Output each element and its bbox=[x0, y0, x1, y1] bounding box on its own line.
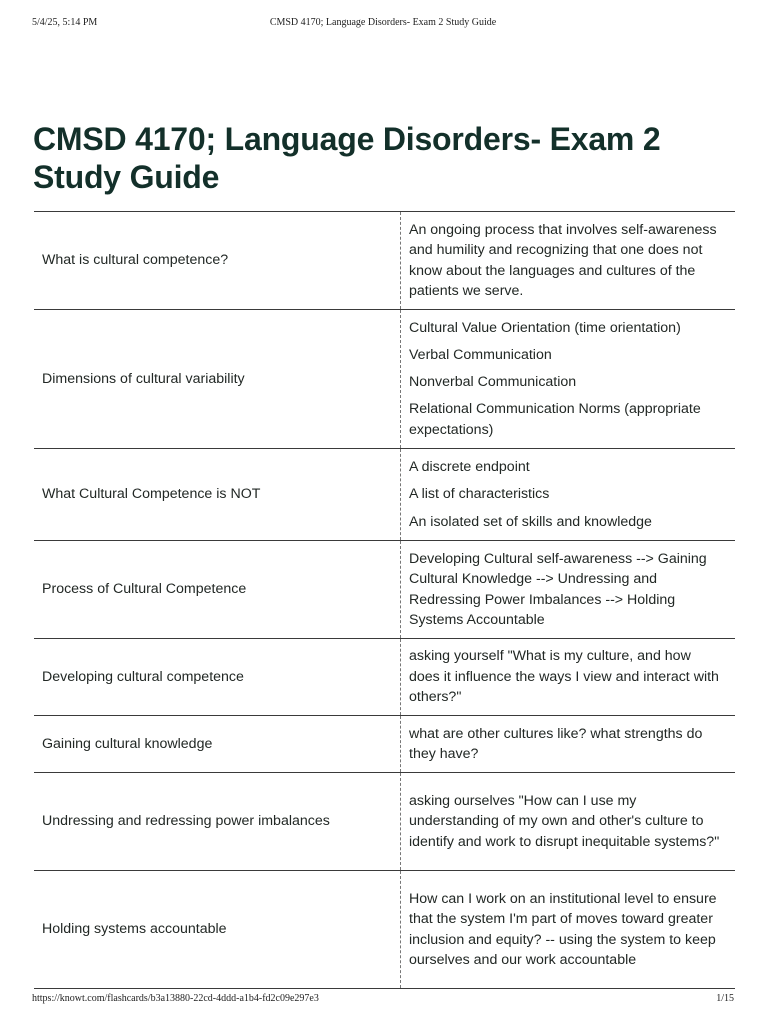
definition-text: An isolated set of skills and knowledge bbox=[409, 513, 652, 530]
flashcard-term: Gaining cultural knowledge bbox=[34, 716, 401, 773]
document-title: CMSD 4170; Language Disorders- Exam 2 Study Guide bbox=[33, 121, 661, 195]
flashcard-row bbox=[34, 449, 735, 541]
page-number: 1/15 bbox=[716, 993, 734, 1004]
definition-text: Developing Cultural self-awareness --> Gaining Cultural Knowledge --> Undressing and Redressing Power Imbalances --> Holding Systems Accountable bbox=[409, 550, 707, 628]
definition-text: How can I work on an institutional level to ensure that the system I'm part of moves toward greater inclusion and equity? -- using the system to keep ourselves and our work accountable bbox=[409, 890, 717, 968]
flashcard-row bbox=[34, 716, 735, 773]
flashcard-term: Process of Cultural Competence bbox=[34, 541, 401, 639]
flashcard-term: Dimensions of cultural variability bbox=[34, 310, 401, 449]
flashcard-term: What is cultural competence? bbox=[34, 212, 401, 310]
print-url: https://knowt.com/flashcards/b3a13880-22cd-4ddd-a1b4-fd2c09e297e3 bbox=[32, 993, 319, 1004]
flashcard-definition bbox=[401, 716, 736, 773]
flashcard-row bbox=[34, 773, 735, 871]
flashcard-row bbox=[34, 541, 735, 639]
definition-text: Cultural Value Orientation (time orientation) bbox=[409, 319, 681, 336]
definition-text: asking yourself "What is my culture, and how does it influence the ways I view and interact with others?" bbox=[409, 648, 719, 706]
flashcard-definition bbox=[401, 212, 736, 310]
flashcard-row bbox=[34, 310, 735, 449]
print-footer bbox=[32, 993, 734, 1007]
print-header bbox=[32, 17, 734, 31]
flashcard-row bbox=[34, 212, 735, 310]
flashcard-definition bbox=[401, 773, 736, 871]
flashcard-term: What Cultural Competence is NOT bbox=[34, 449, 401, 541]
flashcard-term: Undressing and redressing power imbalances bbox=[34, 773, 401, 871]
flashcard-definition bbox=[401, 541, 736, 639]
definition-text: Nonverbal Communication bbox=[409, 374, 577, 391]
definition-text: Relational Communication Norms (appropriate expectations) bbox=[409, 401, 701, 438]
flashcard-definition bbox=[401, 871, 736, 989]
definition-text: Verbal Communication bbox=[409, 346, 552, 363]
flashcard-row bbox=[34, 871, 735, 989]
print-datetime: 5/4/25, 5:14 PM bbox=[32, 17, 98, 28]
flashcard-definition bbox=[401, 639, 736, 716]
flashcard-row bbox=[34, 639, 735, 716]
flashcard-table bbox=[34, 211, 735, 989]
flashcard-definition bbox=[401, 449, 736, 541]
definition-text: what are other cultures like? what strengths do they have? bbox=[409, 725, 703, 762]
definition-text: An ongoing process that involves self-awareness and humility and recognizing that one does not know about the languages and cultures of the patients we serve. bbox=[409, 221, 717, 299]
definition-text: A list of characteristics bbox=[409, 486, 550, 503]
flashcard-term: Developing cultural competence bbox=[34, 639, 401, 716]
definition-text: asking ourselves "How can I use my understanding of my own and other's culture to identify and work to disrupt inequitable systems?" bbox=[409, 792, 720, 850]
print-page-title: CMSD 4170; Language Disorders- Exam 2 Study Guide bbox=[269, 17, 497, 28]
flashcard-definition bbox=[401, 310, 736, 449]
definition-text: A discrete endpoint bbox=[409, 459, 530, 476]
flashcard-term: Holding systems accountable bbox=[34, 871, 401, 989]
